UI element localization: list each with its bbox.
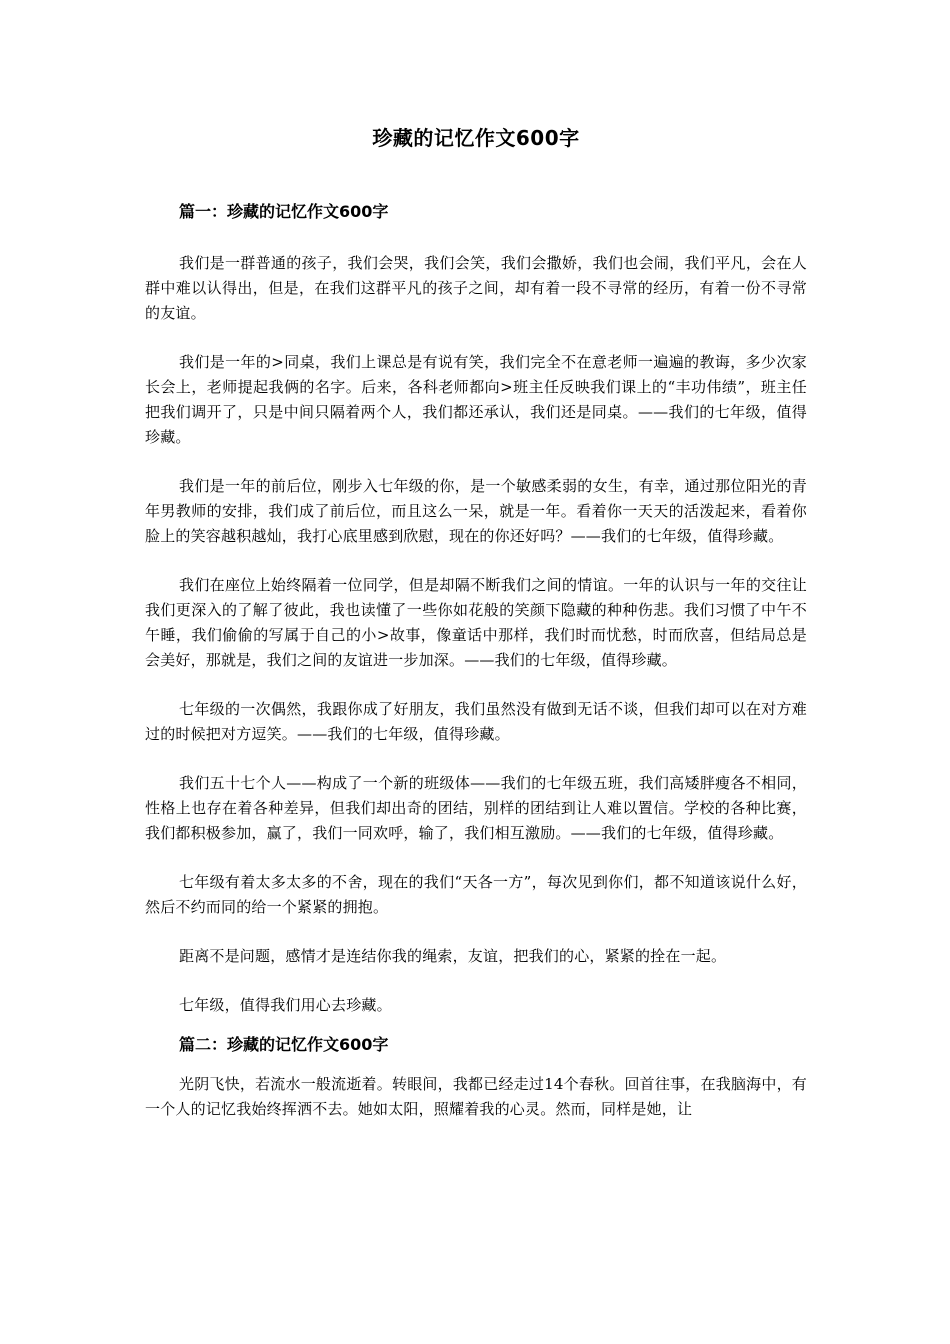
paragraph: 距离不是问题，感情才是连结你我的绳索，友谊，把我们的心，紧紧的拴在一起。 [179,947,727,965]
paragraph: 七年级的一次偶然，我跟你成了好朋友，我们虽然没有做到无话不谈，但我们却可以在对方难过的时候把对方逗笑。——我们的七年级，值得珍藏。 [145,700,807,743]
paragraph: 我们在座位上始终隔着一位同学，但是却隔不断我们之间的情谊。一年的认识与一年的交往让我们更深入的了解了彼此，我也读懂了一些你如花般的笑颜下隐藏的种种伤悲。我们习惯了中午不午睡，我们偷偷的写属于自己的小>故事，像童话中那样，我们时而忧愁，时而欣喜，但结局总是会美好，那就是，我们之间的友谊进一步加深。——我们的七年级，值得珍藏。 [145,576,807,669]
paragraph: 我们是一群普通的孩子，我们会哭，我们会笑，我们会撒娇，我们也会闹，我们平凡，会在人群中难以认得出，但是，在我们这群平凡的孩子之间，却有着一段不寻常的经历，有着一份不寻常的友谊。 [145,254,807,322]
paragraph: 七年级，值得我们用心去珍藏。 [179,996,392,1014]
paragraph: 我们是一年的>同桌，我们上课总是有说有笑，我们完全不在意老师一遍遍的教诲，多少次家长会上，老师提起我俩的名字。后来，各科老师都向>班主任反映我们课上的“丰功伟绩”，班主任把我们调开了，只是中间只隔着两个人，我们都还承认，我们还是同桌。——我们的七年级，值得珍藏。 [145,353,807,446]
paragraph: 七年级有着太多太多的不舍，现在的我们“天各一方”，每次见到你们，都不知道该说什么好，然后不约而同的给一个紧紧的拥抱。 [145,873,807,916]
paragraph: 光阴飞快，若流水一般流逝着。转眼间，我都已经走过14个春秋。回首往事，在我脑海中，有一个人的记忆我始终挥洒不去。她如太阳，照耀着我的心灵。然而，同样是她，让 [145,1075,807,1118]
document-title: 珍藏的记忆作文600字 [372,126,580,150]
section-heading-1: 篇一：珍藏的记忆作文600字 [179,202,389,221]
document-page [145,0,807,1122]
paragraph: 我们五十七个人——构成了一个新的班级体——我们的七年级五班，我们高矮胖瘦各不相同，性格上也存在着各种差异，但我们却出奇的团结，别样的团结到让人难以置信。学校的各种比赛，我们都积极参加，赢了，我们一同欢呼，输了，我们相互激励。——我们的七年级，值得珍藏。 [145,774,807,842]
section-1-body [145,251,807,1018]
section-heading-2: 篇二：珍藏的记忆作文600字 [179,1035,389,1054]
paragraph: 我们是一年的前后位，刚步入七年级的你，是一个敏感柔弱的女生，有幸，通过那位阳光的青年男教师的安排，我们成了前后位，而且这么一呆，就是一年。看着你一天天的活泼起来，看着你脸上的笑容越积越灿，我打心底里感到欣慰，现在的你还好吗？——我们的七年级，值得珍藏。 [145,477,807,545]
section-2-body [145,1072,807,1122]
